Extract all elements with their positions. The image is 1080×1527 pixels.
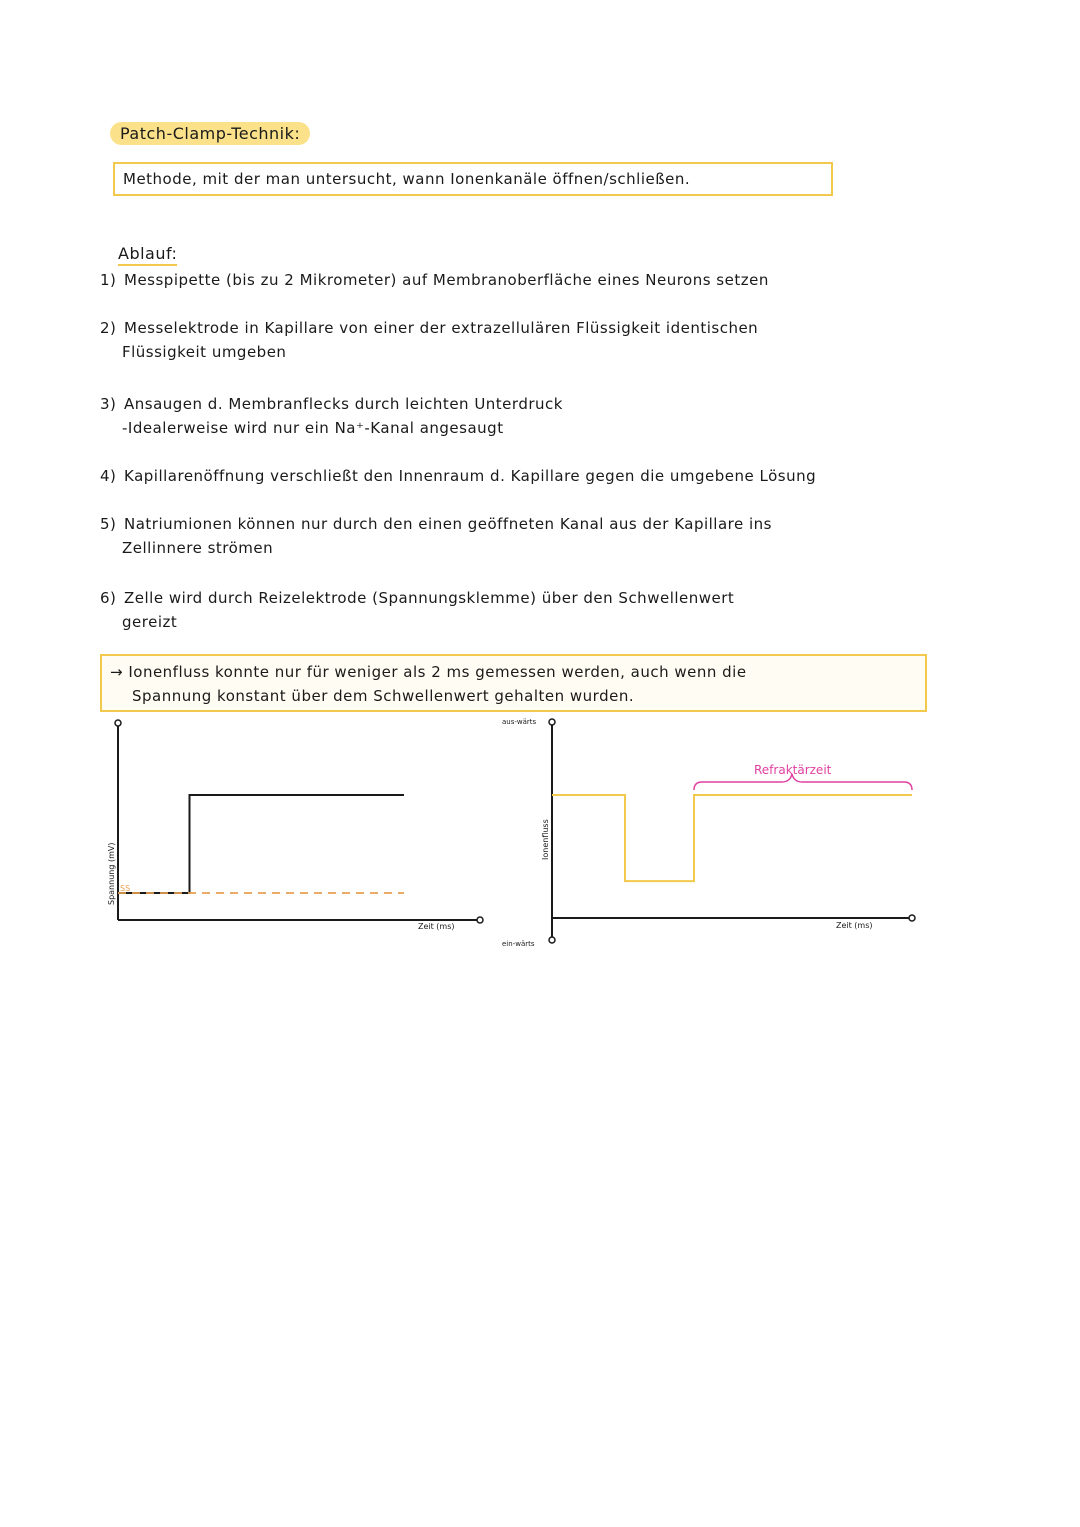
step-2 xyxy=(100,316,758,364)
threshold-label: SS xyxy=(120,884,131,893)
x-axis-label: Zeit (ms) xyxy=(836,921,873,930)
y-axis-arrow-top xyxy=(549,719,555,725)
step-text-line2: Flüssigkeit umgeben xyxy=(122,343,287,361)
series-line-1 xyxy=(118,795,404,893)
step-text: Zelle wird durch Reizelektrode (Spannungsklemme) über den Schwellenwert xyxy=(124,589,735,607)
ablauf-heading: Ablauf: xyxy=(118,244,177,266)
conclusion-text: → Ionenfluss konnte nur für weniger als 2 ms gemessen werden, auch wenn die xyxy=(110,663,747,681)
y-axis-arrow xyxy=(115,720,121,726)
step-4 xyxy=(100,464,816,488)
step-number: 4) xyxy=(100,467,117,485)
step-number: 6) xyxy=(100,589,117,607)
voltage-series xyxy=(118,795,404,893)
step-text: Ansaugen d. Membranflecks durch leichten Unterdruck xyxy=(124,395,563,413)
conclusion-box xyxy=(100,654,927,712)
step-text: Natriumionen können nur durch den einen geöffneten Kanal aus der Kapillare ins xyxy=(124,515,772,533)
step-number: 2) xyxy=(100,319,117,337)
y-axis-arrow-bottom xyxy=(549,937,555,943)
y-axis-label: Spannung (mV) xyxy=(107,842,116,905)
step-text-line2: Zellinnere strömen xyxy=(122,539,274,557)
conclusion-text-line2: Spannung konstant über dem Schwellenwert gehalten wurden. xyxy=(132,687,635,705)
definition-box xyxy=(113,162,833,196)
page-title: Patch-Clamp-Technik: xyxy=(110,122,310,145)
refractory-label: Refraktärzeit xyxy=(754,763,832,777)
y-bottom-label: ein-wärts xyxy=(502,940,535,948)
ionflow-chart xyxy=(500,710,930,960)
step-number: 3) xyxy=(100,395,117,413)
voltage-chart xyxy=(100,715,500,935)
definition-text: Methode, mit der man untersucht, wann Ionenkanäle öffnen/schließen. xyxy=(123,170,691,188)
step-1 xyxy=(100,268,769,292)
step-text: Messpipette (bis zu 2 Mikrometer) auf Membranoberfläche eines Neurons setzen xyxy=(124,271,769,289)
y-top-label: aus-wärts xyxy=(502,718,537,726)
step-text-line2: -Idealerweise wird nur ein Na⁺-Kanal angesaugt xyxy=(122,419,504,437)
step-5 xyxy=(100,512,772,560)
ionflow-series xyxy=(552,795,912,881)
step-number: 5) xyxy=(100,515,117,533)
x-axis-arrow xyxy=(477,917,483,923)
step-6 xyxy=(100,586,734,634)
x-axis-label: Zeit (ms) xyxy=(418,922,455,931)
step-3 xyxy=(100,392,563,440)
step-text: Messelektrode in Kapillare von einer der extrazellulären Flüssigkeit identischen xyxy=(124,319,759,337)
series-line-1 xyxy=(552,795,912,881)
x-axis-arrow xyxy=(909,915,915,921)
y-axis-label: Ionenfluss xyxy=(541,819,550,860)
step-number: 1) xyxy=(100,271,117,289)
step-text: Kapillarenöffnung verschließt den Innenraum d. Kapillare gegen die umgebene Lösung xyxy=(124,467,817,485)
step-text-line2: gereizt xyxy=(122,613,178,631)
